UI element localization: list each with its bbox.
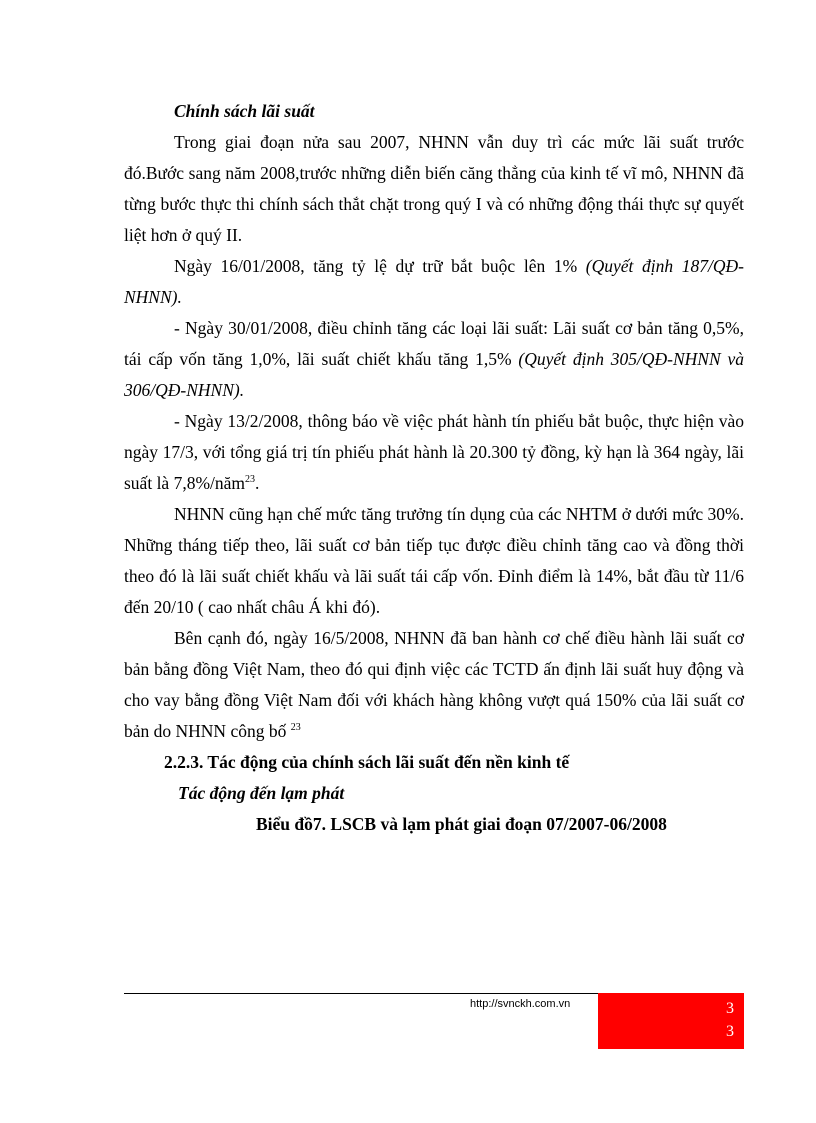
document-body bbox=[124, 96, 744, 840]
paragraph-6 bbox=[124, 623, 744, 747]
page-number-digit: 3 bbox=[726, 1000, 734, 1017]
page-number-digit: 3 bbox=[726, 1023, 734, 1040]
paragraph-2-text: Ngày 16/01/2008, tăng tỷ lệ dự trữ bắt buộc lên 1% bbox=[174, 256, 586, 276]
footer-url-link[interactable]: http://svnckh.com.vn bbox=[470, 998, 571, 1010]
paragraph-1: Trong giai đoạn nửa sau 2007, NHNN vẫn duy trì các mức lãi suất trước đó.Bước sang năm 2008,trước những diễn biến căng thẳng của kinh tế vĩ mô, NHNN đã từng bước thực thi chính sách thắt chặt trong quý I và có những động thái thực sự quyết liệt hơn ở quý II. bbox=[124, 132, 744, 245]
paragraph-6-text: Bên cạnh đó, ngày 16/5/2008, NHNN đã ban hành cơ chế điều hành lãi suất cơ bản bằng đồng Việt Nam, theo đó qui định việc các TCTD ấn định lãi suất huy động và cho vay bằng đồng Việt Nam đối với khách hàng không vượt quá 150% của lãi suất cơ bản do NHNN công bố bbox=[124, 628, 744, 741]
chart-caption: Biểu đồ7. LSCB và lạm phát giai đoạn 07/2007-06/2008 bbox=[256, 814, 667, 834]
paragraph-4 bbox=[124, 406, 744, 499]
paragraph-3-text: - Ngày 30/01/2008, điều chỉnh tăng các loại lãi suất: Lãi suất cơ bản tăng 0,5%, tái cấp vốn tăng 1,0%, lãi suất chiết khấu tăng 1,5% bbox=[124, 318, 744, 369]
footnote-ref[interactable]: 23 bbox=[290, 722, 301, 733]
footnote-ref[interactable]: 23 bbox=[245, 474, 256, 485]
paragraph-4-text: - Ngày 13/2/2008, thông báo về việc phát hành tín phiếu bắt buộc, thực hiện vào ngày 17/3, với tổng giá trị tín phiếu phát hành là 20.300 tỷ đồng, kỳ hạn là 364 ngày, lãi suất là 7,8%/năm bbox=[124, 411, 744, 493]
subsection-heading: Tác động đến lạm phát bbox=[178, 783, 345, 803]
paragraph-3 bbox=[124, 313, 744, 406]
footer-divider bbox=[124, 993, 598, 994]
section-title: Chính sách lãi suất bbox=[174, 101, 315, 121]
paragraph-4-end: . bbox=[255, 473, 260, 493]
paragraph-2 bbox=[124, 251, 744, 313]
section-heading-2-2-3: 2.2.3. Tác động của chính sách lãi suất đến nền kinh tế bbox=[164, 752, 570, 772]
paragraph-5: NHNN cũng hạn chế mức tăng trưởng tín dụng của các NHTM ở dưới mức 30%. Những tháng tiếp theo, lãi suất cơ bản tiếp tục được điều chỉnh tăng cao và đồng thời theo đó là lãi suất chiết khấu và lãi suất tái cấp vốn. Đỉnh điểm là 14%, bắt đầu từ 11/6 đến 20/10 ( cao nhất châu Á khi đó). bbox=[124, 504, 744, 617]
page-number-box bbox=[598, 993, 744, 1049]
paragraph-2-reference: (Quyết định 187/QĐ-NHNN). bbox=[124, 256, 744, 307]
paragraph-3-reference: (Quyết định 305/QĐ-NHNN và 306/QĐ-NHNN). bbox=[124, 349, 744, 400]
